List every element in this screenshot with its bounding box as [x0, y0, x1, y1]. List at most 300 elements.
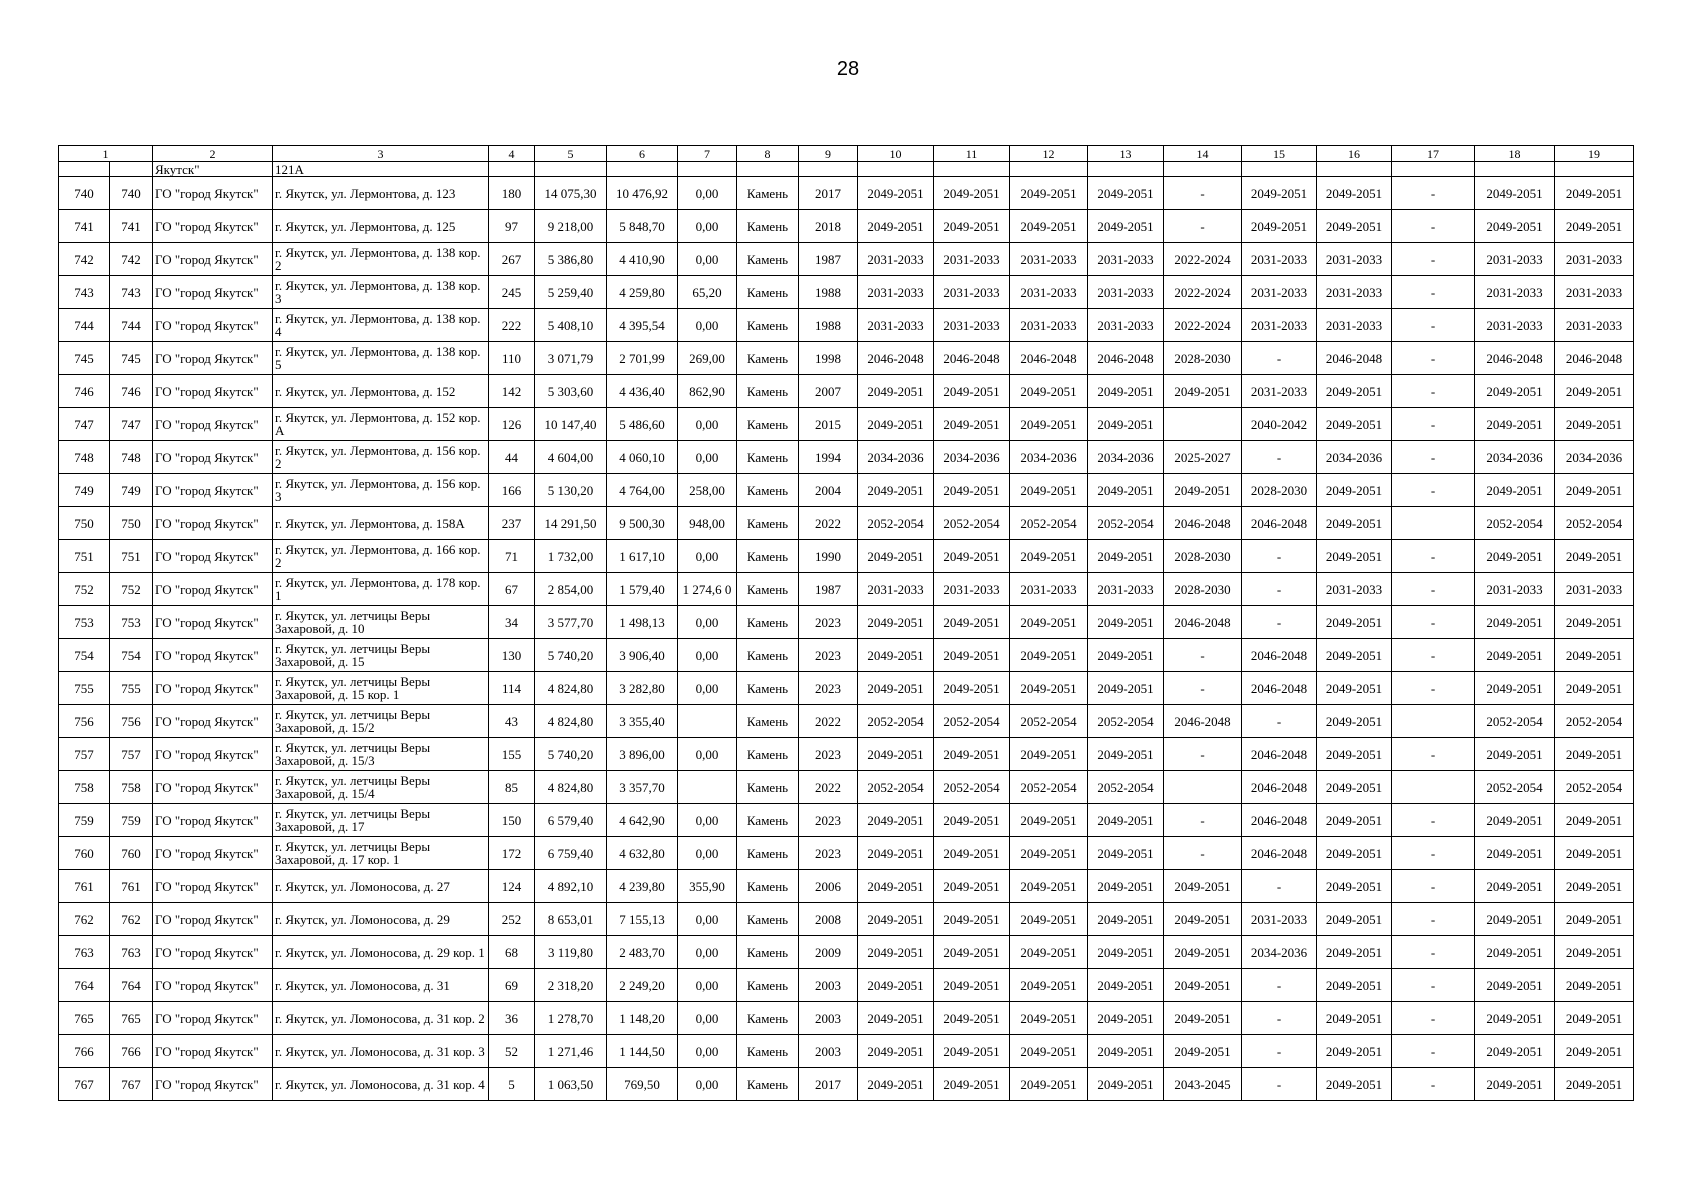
- table-cell: -: [1392, 639, 1475, 672]
- address-cell: г. Якутск, ул. Ломоносова, д. 29 кор. 1: [273, 936, 489, 969]
- table-cell: [1392, 162, 1475, 177]
- table-cell: 759: [110, 804, 153, 837]
- table-cell: 766: [110, 1035, 153, 1068]
- table-cell: 755: [110, 672, 153, 705]
- table-cell: 744: [59, 309, 110, 342]
- table-cell: 3 355,40: [607, 705, 678, 738]
- table-cell: 2052-2054: [1010, 771, 1088, 804]
- address-cell: г. Якутск, ул. летчицы Веры Захаровой, д. 10: [273, 606, 489, 639]
- municipality-cell: ГО "город Якутск": [153, 969, 273, 1002]
- table-cell: 3 282,80: [607, 672, 678, 705]
- table-cell: 2023: [799, 639, 858, 672]
- table-cell: Камень: [737, 540, 799, 573]
- table-cell: 124: [489, 870, 535, 903]
- table-cell: 126: [489, 408, 535, 441]
- table-row: [59, 1068, 1634, 1101]
- page-number: 28: [836, 58, 860, 80]
- table-cell: 2049-2051: [1475, 177, 1555, 210]
- table-cell: 1988: [799, 309, 858, 342]
- table-cell: 2049-2051: [1555, 738, 1634, 771]
- table-cell: 2049-2051: [934, 177, 1010, 210]
- table-cell: 2049-2051: [934, 672, 1010, 705]
- table-cell: 2049-2051: [1317, 1068, 1392, 1101]
- table-cell: 2049-2051: [858, 672, 934, 705]
- table-cell: Камень: [737, 705, 799, 738]
- table-cell: 2049-2051: [1475, 375, 1555, 408]
- table-cell: 1 278,70: [535, 1002, 607, 1035]
- table-cell: 2052-2054: [1475, 507, 1555, 540]
- table-cell: 2049-2051: [934, 936, 1010, 969]
- table-cell: 756: [59, 705, 110, 738]
- table-cell: 2034-2036: [858, 441, 934, 474]
- table-cell: 2049-2051: [1555, 210, 1634, 243]
- table-cell: Камень: [737, 969, 799, 1002]
- table-cell: 2049-2051: [1164, 936, 1242, 969]
- table-cell: 2049-2051: [1475, 969, 1555, 1002]
- address-cell: г. Якутск, ул. летчицы Веры Захаровой, д. 15/2: [273, 705, 489, 738]
- municipality-cell: ГО "город Якутск": [153, 1068, 273, 1101]
- table-cell: 2031-2033: [858, 309, 934, 342]
- table-cell: 2049-2051: [858, 606, 934, 639]
- table-cell: 2052-2054: [1555, 507, 1634, 540]
- table-cell: 2049-2051: [1010, 177, 1088, 210]
- table-cell: 747: [59, 408, 110, 441]
- table-cell: 755: [59, 672, 110, 705]
- table-cell: [110, 162, 153, 177]
- table-cell: 740: [110, 177, 153, 210]
- table-cell: 2022: [799, 771, 858, 804]
- table-cell: 2049-2051: [1555, 474, 1634, 507]
- table-cell: [1164, 771, 1242, 804]
- table-cell: 751: [59, 540, 110, 573]
- table-cell: 2052-2054: [934, 771, 1010, 804]
- table-cell: 67: [489, 573, 535, 606]
- table-cell: 2052-2054: [1088, 771, 1164, 804]
- table-row: [59, 507, 1634, 540]
- table-cell: 2049-2051: [1164, 903, 1242, 936]
- table-cell: 742: [59, 243, 110, 276]
- table-cell: 2049-2051: [1475, 738, 1555, 771]
- table-cell: 2049-2051: [1555, 936, 1634, 969]
- table-cell: 2049-2051: [1317, 507, 1392, 540]
- table-cell: 2046-2048: [1088, 342, 1164, 375]
- table-cell: 2023: [799, 804, 858, 837]
- table-cell: 0,00: [678, 408, 737, 441]
- table-cell: 258,00: [678, 474, 737, 507]
- address-cell: г. Якутск, ул. Лермонтова, д. 152 кор. А: [273, 408, 489, 441]
- table-cell: 4 824,80: [535, 771, 607, 804]
- table-cell: 2025-2027: [1164, 441, 1242, 474]
- table-cell: 2031-2033: [1088, 309, 1164, 342]
- table-cell: Камень: [737, 210, 799, 243]
- table-cell: 2049-2051: [858, 936, 934, 969]
- table-cell: 2008: [799, 903, 858, 936]
- municipality-cell: ГО "город Якутск": [153, 408, 273, 441]
- table-cell: Камень: [737, 672, 799, 705]
- table-row: [59, 342, 1634, 375]
- header-cell: 10: [858, 146, 934, 162]
- header-cell: 5: [535, 146, 607, 162]
- table-cell: 2007: [799, 375, 858, 408]
- table-cell: 0,00: [678, 309, 737, 342]
- table-cell: 5 740,20: [535, 639, 607, 672]
- table-cell: 2049-2051: [1088, 540, 1164, 573]
- header-cell: 18: [1475, 146, 1555, 162]
- table-cell: 2049-2051: [1242, 210, 1317, 243]
- table-cell: 2004: [799, 474, 858, 507]
- municipality-cell: ГО "город Якутск": [153, 804, 273, 837]
- table-cell: 2049-2051: [1555, 408, 1634, 441]
- table-cell: 2023: [799, 606, 858, 639]
- table-cell: 2049-2051: [934, 540, 1010, 573]
- table-cell: 765: [59, 1002, 110, 1035]
- table-cell: 10 476,92: [607, 177, 678, 210]
- table-cell: 1987: [799, 243, 858, 276]
- table-cell: 5 259,40: [535, 276, 607, 309]
- table-cell: 2049-2051: [934, 870, 1010, 903]
- table-cell: Камень: [737, 936, 799, 969]
- table-cell: 2049-2051: [1317, 672, 1392, 705]
- header-cell: 2: [153, 146, 273, 162]
- table-cell: Камень: [737, 177, 799, 210]
- address-cell: г. Якутск, ул. Лермонтова, д. 156 кор. 2: [273, 441, 489, 474]
- table-cell: 757: [110, 738, 153, 771]
- table-cell: 2049-2051: [934, 969, 1010, 1002]
- table-cell: -: [1164, 177, 1242, 210]
- table-cell: 754: [110, 639, 153, 672]
- header-cell: 15: [1242, 146, 1317, 162]
- table-cell: Камень: [737, 1035, 799, 1068]
- table-cell: 1987: [799, 573, 858, 606]
- table-cell: -: [1392, 474, 1475, 507]
- table-cell: 2034-2036: [1010, 441, 1088, 474]
- table-cell: [934, 162, 1010, 177]
- table-cell: 2049-2051: [1088, 804, 1164, 837]
- table-cell: 3 577,70: [535, 606, 607, 639]
- table-cell: -: [1242, 441, 1317, 474]
- table-cell: 760: [110, 837, 153, 870]
- table-cell: 750: [59, 507, 110, 540]
- table-cell: -: [1392, 903, 1475, 936]
- table-cell: 2 483,70: [607, 936, 678, 969]
- table-cell: [535, 162, 607, 177]
- table-cell: 2049-2051: [1317, 771, 1392, 804]
- table-cell: -: [1242, 540, 1317, 573]
- table-cell: 2052-2054: [1475, 705, 1555, 738]
- table-cell: Камень: [737, 441, 799, 474]
- table-cell: 130: [489, 639, 535, 672]
- table-cell: 2031-2033: [934, 243, 1010, 276]
- continuation-row: [59, 162, 1634, 177]
- table-cell: 14 075,30: [535, 177, 607, 210]
- table-cell: [1392, 705, 1475, 738]
- table-cell: 763: [110, 936, 153, 969]
- header-cell: 9: [799, 146, 858, 162]
- address-cell: г. Якутск, ул. Лермонтова, д. 156 кор. 3: [273, 474, 489, 507]
- table-cell: 2031-2033: [934, 573, 1010, 606]
- table-cell: -: [1242, 870, 1317, 903]
- table-cell: [607, 162, 678, 177]
- address-cell: г. Якутск, ул. Ломоносова, д. 31 кор. 2: [273, 1002, 489, 1035]
- table-cell: 5 486,60: [607, 408, 678, 441]
- table-cell: Камень: [737, 639, 799, 672]
- table-cell: 2049-2051: [934, 210, 1010, 243]
- table-cell: 2049-2051: [1317, 474, 1392, 507]
- table-cell: 2049-2051: [1010, 1035, 1088, 1068]
- address-cell: г. Якутск, ул. Лермонтова, д. 138 кор. 5: [273, 342, 489, 375]
- table-cell: 2049-2051: [1088, 837, 1164, 870]
- table-cell: 2049-2051: [1242, 177, 1317, 210]
- table-cell: 0,00: [678, 606, 737, 639]
- table-cell: 2049-2051: [934, 837, 1010, 870]
- table-cell: -: [1392, 870, 1475, 903]
- table-cell: 948,00: [678, 507, 737, 540]
- municipality-cell: ГО "город Якутск": [153, 243, 273, 276]
- table-cell: 2049-2051: [858, 474, 934, 507]
- table-cell: -: [1392, 309, 1475, 342]
- table-cell: 2049-2051: [934, 1002, 1010, 1035]
- header-cell: 6: [607, 146, 678, 162]
- header-cell: 3: [273, 146, 489, 162]
- table-cell: 2046-2048: [1555, 342, 1634, 375]
- table-cell: -: [1392, 342, 1475, 375]
- table-cell: 2034-2036: [934, 441, 1010, 474]
- table-cell: 2049-2051: [1555, 672, 1634, 705]
- table-cell: 2031-2033: [1555, 573, 1634, 606]
- table-cell: 765: [110, 1002, 153, 1035]
- table-cell: -: [1392, 573, 1475, 606]
- table-cell: 2049-2051: [1088, 903, 1164, 936]
- table-cell: 5 848,70: [607, 210, 678, 243]
- header-cell: 11: [934, 146, 1010, 162]
- table-cell: Камень: [737, 870, 799, 903]
- table-cell: [1392, 771, 1475, 804]
- table-cell: 762: [110, 903, 153, 936]
- table-cell: Камень: [737, 309, 799, 342]
- table-cell: 0,00: [678, 837, 737, 870]
- table-cell: 2031-2033: [1317, 573, 1392, 606]
- table-cell: 2052-2054: [858, 507, 934, 540]
- table-cell: 2049-2051: [934, 606, 1010, 639]
- table-cell: 2031-2033: [858, 573, 934, 606]
- table-cell: 1 579,40: [607, 573, 678, 606]
- table-cell: 2049-2051: [858, 639, 934, 672]
- address-cell: г. Якутск, ул. летчицы Веры Захаровой, д. 15/3: [273, 738, 489, 771]
- header-cell: 13: [1088, 146, 1164, 162]
- table-cell: 222: [489, 309, 535, 342]
- table-cell: 742: [110, 243, 153, 276]
- table-cell: Камень: [737, 606, 799, 639]
- table-cell: -: [1164, 639, 1242, 672]
- table-cell: 2049-2051: [858, 408, 934, 441]
- table-cell: 2049-2051: [1317, 903, 1392, 936]
- table-cell: 269,00: [678, 342, 737, 375]
- table-cell: 3 906,40: [607, 639, 678, 672]
- table-cell: 2049-2051: [858, 903, 934, 936]
- table-cell: 758: [110, 771, 153, 804]
- table-cell: [678, 771, 737, 804]
- table-cell: 6 759,40: [535, 837, 607, 870]
- table-row: [59, 309, 1634, 342]
- table-cell: 2049-2051: [934, 474, 1010, 507]
- table-cell: 2028-2030: [1242, 474, 1317, 507]
- table-cell: [1317, 162, 1392, 177]
- table-cell: 2049-2051: [1088, 177, 1164, 210]
- table-cell: 2049-2051: [1164, 969, 1242, 1002]
- table-cell: [737, 162, 799, 177]
- table-cell: 748: [110, 441, 153, 474]
- table-cell: 0,00: [678, 441, 737, 474]
- header-row: [59, 146, 1634, 162]
- table-cell: 2052-2054: [1010, 705, 1088, 738]
- table-cell: 2031-2033: [1242, 276, 1317, 309]
- table-cell: [1242, 162, 1317, 177]
- table-cell: 2031-2033: [1088, 276, 1164, 309]
- table-cell: 9 500,30: [607, 507, 678, 540]
- table-cell: 2049-2051: [1010, 210, 1088, 243]
- table-cell: Камень: [737, 342, 799, 375]
- table-cell: 2049-2051: [1475, 606, 1555, 639]
- municipality-cell: ГО "город Якутск": [153, 210, 273, 243]
- table-cell: 2031-2033: [1317, 309, 1392, 342]
- municipality-cell: ГО "город Якутск": [153, 639, 273, 672]
- table-cell: 2049-2051: [1010, 903, 1088, 936]
- table-cell: 0,00: [678, 804, 737, 837]
- table-cell: 2 249,20: [607, 969, 678, 1002]
- address-cell: г. Якутск, ул. летчицы Веры Захаровой, д. 15: [273, 639, 489, 672]
- table-cell: 2049-2051: [1088, 639, 1164, 672]
- table-cell: 2046-2048: [1164, 507, 1242, 540]
- table-cell: -: [1242, 1068, 1317, 1101]
- table-cell: 2031-2033: [1317, 276, 1392, 309]
- table-cell: 2049-2051: [858, 870, 934, 903]
- table-cell: 2049-2051: [1475, 870, 1555, 903]
- municipality-cell: ГО "город Якутск": [153, 540, 273, 573]
- table-cell: -: [1392, 243, 1475, 276]
- table-cell: 2049-2051: [858, 210, 934, 243]
- table-cell: 2049-2051: [1010, 375, 1088, 408]
- table-cell: [1088, 162, 1164, 177]
- table-cell: 0,00: [678, 738, 737, 771]
- table-cell: 2031-2033: [858, 276, 934, 309]
- table-cell: 2049-2051: [934, 1035, 1010, 1068]
- table-cell: 2049-2051: [1010, 1002, 1088, 1035]
- table-cell: 2049-2051: [1317, 969, 1392, 1002]
- table-cell: [1392, 507, 1475, 540]
- table-cell: 65,20: [678, 276, 737, 309]
- table-cell: 2049-2051: [1317, 870, 1392, 903]
- table-cell: Камень: [737, 804, 799, 837]
- table-cell: 766: [59, 1035, 110, 1068]
- table-cell: 756: [110, 705, 153, 738]
- header-cell: 12: [1010, 146, 1088, 162]
- table-cell: 2034-2036: [1555, 441, 1634, 474]
- municipality-cell: ГО "город Якутск": [153, 936, 273, 969]
- table-cell: 2049-2051: [1555, 969, 1634, 1002]
- table-cell: 2034-2036: [1088, 441, 1164, 474]
- table-cell: -: [1242, 342, 1317, 375]
- municipality-cell: ГО "город Якутск": [153, 870, 273, 903]
- table-cell: 69: [489, 969, 535, 1002]
- table-cell: -: [1392, 672, 1475, 705]
- table-cell: 743: [59, 276, 110, 309]
- table-cell: 2049-2051: [1555, 804, 1634, 837]
- table-cell: 4 395,54: [607, 309, 678, 342]
- table-cell: 245: [489, 276, 535, 309]
- table-cell: 10 147,40: [535, 408, 607, 441]
- table-cell: 97: [489, 210, 535, 243]
- table-cell: 749: [110, 474, 153, 507]
- table-cell: 2034-2036: [1317, 441, 1392, 474]
- table-cell: 753: [59, 606, 110, 639]
- table-cell: 4 642,90: [607, 804, 678, 837]
- table-cell: 2049-2051: [1475, 1068, 1555, 1101]
- table-cell: -: [1392, 738, 1475, 771]
- table-cell: [1010, 162, 1088, 177]
- table-cell: 2046-2048: [1475, 342, 1555, 375]
- table-cell: -: [1164, 837, 1242, 870]
- table-cell: 5 740,20: [535, 738, 607, 771]
- table-cell: 763: [59, 936, 110, 969]
- table-cell: 4 764,00: [607, 474, 678, 507]
- table-cell: -: [1392, 276, 1475, 309]
- table-cell: 3 119,80: [535, 936, 607, 969]
- municipality-cell: ГО "город Якутск": [153, 705, 273, 738]
- table-cell: 34: [489, 606, 535, 639]
- table-cell: Камень: [737, 408, 799, 441]
- table-cell: 2049-2051: [934, 375, 1010, 408]
- table-cell: 172: [489, 837, 535, 870]
- table-cell: 2049-2051: [1475, 210, 1555, 243]
- table-cell: 744: [110, 309, 153, 342]
- table-cell: 0,00: [678, 540, 737, 573]
- table-cell: 2017: [799, 177, 858, 210]
- address-cell: г. Якутск, ул. Ломоносова, д. 31 кор. 3: [273, 1035, 489, 1068]
- table-cell: 862,90: [678, 375, 737, 408]
- table-cell: 2052-2054: [1088, 705, 1164, 738]
- table-cell: 2049-2051: [1088, 1035, 1164, 1068]
- table-cell: -: [1164, 738, 1242, 771]
- table-cell: 2049-2051: [1088, 210, 1164, 243]
- table-cell: -: [1392, 804, 1475, 837]
- table-cell: 1 617,10: [607, 540, 678, 573]
- table-cell: 2046-2048: [1242, 804, 1317, 837]
- table-cell: 150: [489, 804, 535, 837]
- table-cell: 752: [110, 573, 153, 606]
- table-cell: 2052-2054: [1555, 705, 1634, 738]
- table-cell: 2049-2051: [1317, 540, 1392, 573]
- table-cell: 267: [489, 243, 535, 276]
- table-cell: 142: [489, 375, 535, 408]
- table-cell: 2049-2051: [1010, 1068, 1088, 1101]
- address-cell: г. Якутск, ул. летчицы Веры Захаровой, д. 15 кор. 1: [273, 672, 489, 705]
- table-cell: 2049-2051: [1088, 408, 1164, 441]
- table-cell: 2049-2051: [1475, 936, 1555, 969]
- table-row: [59, 969, 1634, 1002]
- table-cell: 2031-2033: [1010, 573, 1088, 606]
- table-cell: [678, 162, 737, 177]
- table-cell: 741: [110, 210, 153, 243]
- address-cell: г. Якутск, ул. Лермонтова, д. 152: [273, 375, 489, 408]
- header-cell: 4: [489, 146, 535, 162]
- table-cell: 2031-2033: [1555, 309, 1634, 342]
- table-cell: 740: [59, 177, 110, 210]
- table-cell: 2031-2033: [934, 276, 1010, 309]
- table-cell: Камень: [737, 771, 799, 804]
- table-cell: 252: [489, 903, 535, 936]
- table-cell: 749: [59, 474, 110, 507]
- municipality-cell: ГО "город Якутск": [153, 672, 273, 705]
